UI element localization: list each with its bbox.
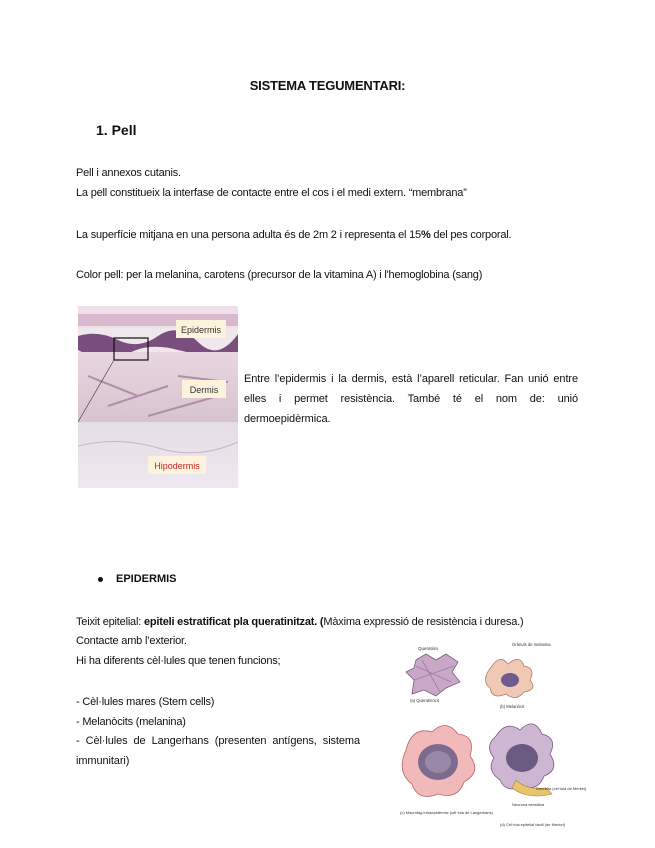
- epidermis-label: Epidermis: [180, 325, 222, 335]
- page-title: SISTEMA TEGUMENTARI:: [249, 78, 406, 93]
- percent-sign: %: [420, 229, 431, 241]
- paragraph-annexos: Pell i annexos cutanis.: [76, 167, 181, 179]
- merkel-caption: (d) Cèl·lula epitelial tàctil (de Merkel): [500, 822, 565, 827]
- melanocyte-caption: (b) Melanòcit: [500, 704, 525, 709]
- langerhans-caption: (c) Macròfag intraepidèrmic (cèl·lula de Langerhans): [400, 810, 493, 815]
- superficie-tail: del pes corporal.: [430, 229, 512, 241]
- list-item: - Melanòcits (melanina): [76, 716, 186, 728]
- list-item: - Cèl·lules de Langerhans (presenten antígens, sistema immunitari): [76, 735, 360, 767]
- dendrita-label: Dendrita (cèl·lula de Merkel): [536, 786, 587, 791]
- teixit-bold: epiteli estratificat pla queratinitzat. (: [143, 616, 324, 628]
- contacte-exterior-line: Contacte amb l’exterior.: [76, 635, 187, 647]
- skin-histology-image: [78, 306, 238, 488]
- paragraph-interfase: La pell constitueix la interfase de contacte entre el cos i el medi extern. “membrana”: [76, 187, 467, 199]
- queratina-label: Queratina: [418, 646, 438, 651]
- epidermal-cells-image: [396, 640, 587, 836]
- diferents-cellules-line: Hi ha diferents cèl·lules que tenen funcions;: [76, 655, 281, 667]
- paragraph-superficie: [76, 228, 511, 242]
- teixit-prefix: Teixit epitelial:: [76, 616, 144, 628]
- bullet-epidermis: EPIDERMIS: [116, 573, 177, 585]
- granuls-label: Grànuls de melanina: [512, 642, 551, 647]
- teixit-suffix: Màxima expressió de resistència i duresa.): [323, 616, 524, 628]
- section-heading-pell: 1. Pell: [96, 122, 137, 138]
- superficie-text: La superfície mitjana en una persona adulta és de 2m 2 i representa el 15: [76, 229, 421, 241]
- paragraph-color-pell: Color pell: per la melanina, carotens (precursor de la vitamina A) i l'hemoglobina (sang): [76, 269, 483, 281]
- list-item: - Cèl·lules mares (Stem cells): [76, 696, 215, 708]
- aparell-reticular-text: Entre l’epidermis i la dermis, està l’aparell reticular. Fan unió entre elles i permet resistència. També té el nom de: unió dermoepidèrmica.: [244, 373, 578, 425]
- teixit-epitelial-line: [76, 615, 523, 629]
- dermis-label: Dermis: [189, 385, 219, 395]
- neurona-label: Neurona sensitiva: [512, 802, 545, 807]
- hipodermis-label: Hipodermis: [154, 461, 200, 471]
- keratinocyte-caption: (a) Queratinòcit: [410, 698, 439, 703]
- bullet-dot-icon: [98, 577, 103, 582]
